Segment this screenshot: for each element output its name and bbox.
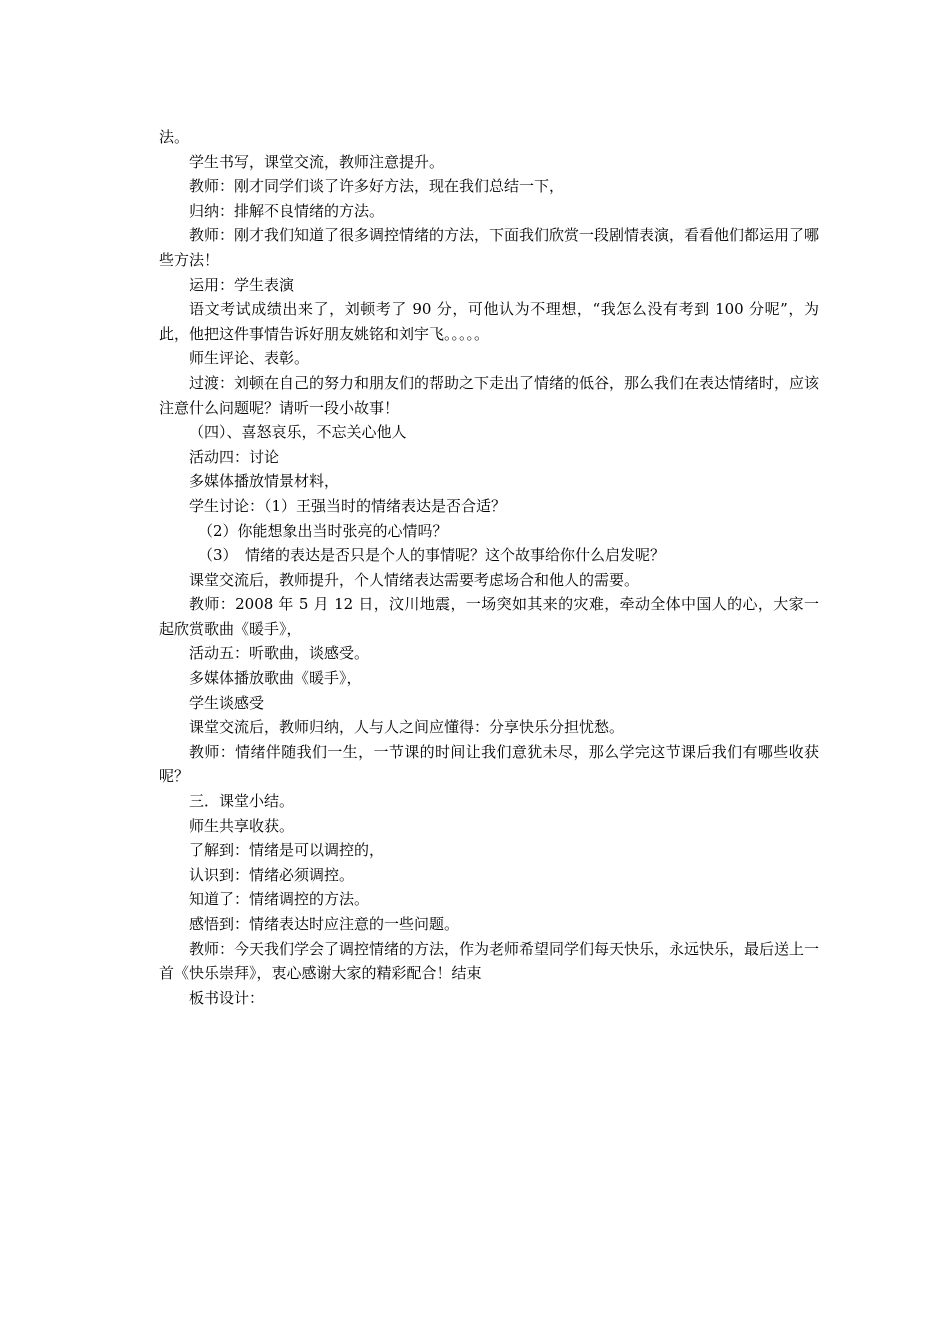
section-heading: （四）、喜怒哀乐，不忘关心他人	[189, 423, 407, 442]
paragraph: 法。	[159, 128, 190, 146]
paragraph: 学生谈感受	[189, 693, 265, 712]
paragraph: 多媒体播放情景材料，	[189, 472, 340, 491]
paragraph: 板书设计：	[189, 988, 265, 1007]
section-heading: 三．课堂小结。	[189, 792, 295, 811]
paragraph: 教师：2008 年 5 月 12 日，汶川地震，一场突如其来的灾难，牵动全体中国人的心，大家一起欣赏歌曲《暖手》，	[159, 595, 819, 638]
paragraph: 学生书写，课堂交流，教师注意提升。	[189, 152, 445, 171]
paragraph: 了解到：情绪是可以调控的，	[189, 841, 385, 860]
paragraph: 活动四：讨论	[189, 447, 280, 466]
paragraph: 课堂交流后，教师归纳，人与人之间应懂得：分享快乐分担忧愁。	[189, 718, 625, 737]
paragraph: 语文考试成绩出来了，刘顿考了 90 分，可他认为不理想，“我怎么没有考到 100 分呢”，为此，他把这件事情告诉好朋友姚铭和刘宇飞。。。。。	[159, 300, 819, 343]
paragraph: 教师：刚才我们知道了很多调控情绪的方法，下面我们欣赏一段剧情表演，看看他们都运用了哪些方法！	[159, 226, 820, 269]
paragraph: 活动五：听歌曲，谈感受。	[189, 644, 370, 663]
paragraph: 学生讨论：（1）王强当时的情绪表达是否合适？	[189, 496, 507, 515]
paragraph: 认识到：情绪必须调控。	[189, 865, 355, 884]
paragraph: 运用：学生表演	[189, 275, 295, 294]
paragraph: 教师：情绪伴随我们一生，一节课的时间让我们意犹未尽，那么学完这节课后我们有哪些收获呢？	[159, 742, 819, 786]
paragraph: （3） 情绪的表达是否只是个人的事情呢？这个故事给你什么启发呢？	[198, 546, 666, 565]
paragraph: 课堂交流后，教师提升，个人情绪表达需要考虑场合和他人的需要。	[189, 570, 640, 589]
paragraph: 归纳：排解不良情绪的方法。	[189, 201, 385, 220]
paragraph: 知道了：情绪调控的方法。	[189, 890, 370, 909]
paragraph: （2）你能想象出当时张亮的心情吗？	[198, 521, 448, 540]
paragraph: 教师：刚才同学们谈了许多好方法，现在我们总结一下，	[189, 177, 565, 196]
paragraph: 多媒体播放歌曲《暖手》，	[189, 669, 362, 688]
paragraph: 师生共享收获。	[189, 816, 295, 835]
paragraph: 过渡：刘顿在自己的努力和朋友们的帮助之下走出了情绪的低谷，那么我们在表达情绪时，应该注意什么问题呢？请听一段小故事！	[159, 373, 820, 417]
document-body	[159, 125, 819, 1010]
paragraph: 感悟到：情绪表达时应注意的一些问题。	[189, 915, 460, 933]
paragraph: 教师：今天我们学会了调控情绪的方法，作为老师希望同学们每天快乐，永远快乐，最后送上一首《快乐崇拜》，衷心感谢大家的精彩配合！结束	[159, 939, 820, 983]
paragraph: 师生评论、表彰。	[189, 349, 310, 368]
